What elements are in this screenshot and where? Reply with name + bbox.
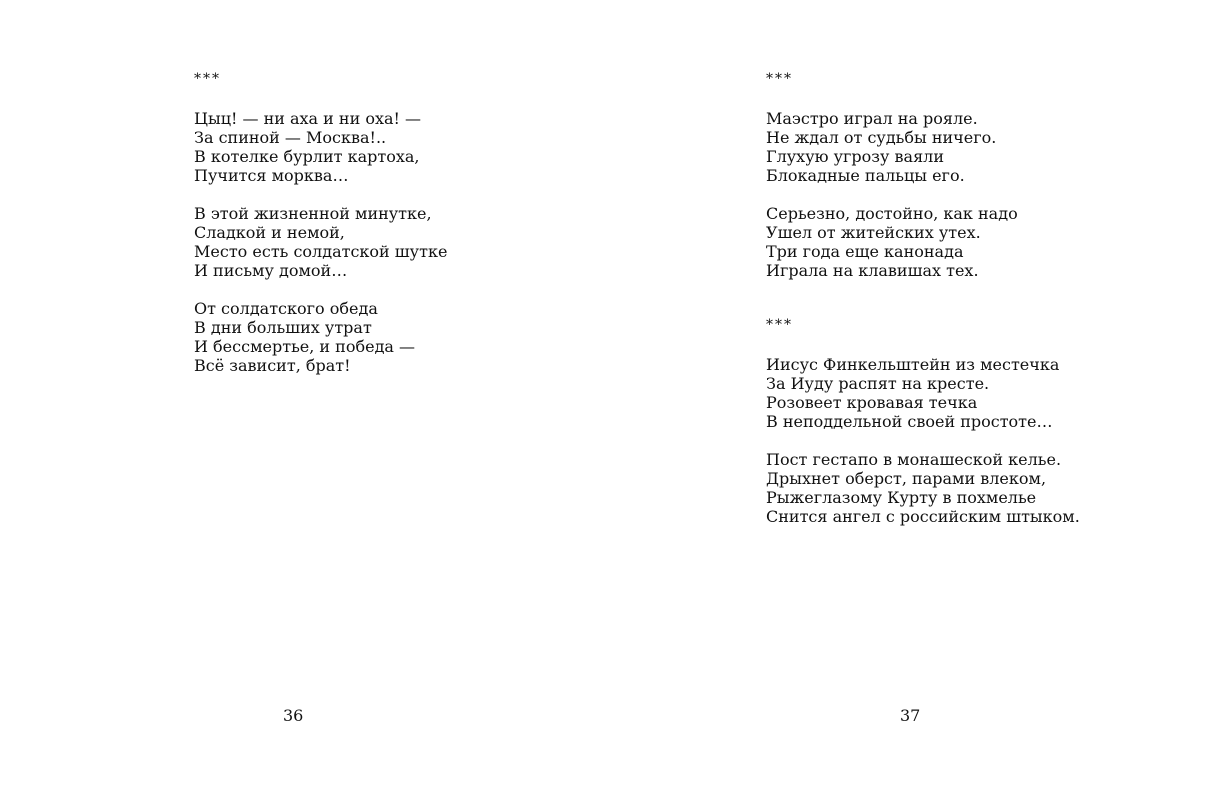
poem-line: Пост гестапо в монашеской келье. [766,450,1062,469]
poem-line: В неподдельной своей простоте… [766,412,1053,431]
poem-line: Сладкой и немой, [194,223,345,242]
poem-line: Место есть солдатской шутке [194,242,448,261]
page-number: 36 [283,706,304,725]
stanza [766,355,1080,431]
poem-line: Ушел от житейских утех. [766,223,981,242]
poem-line: В котелке бурлит картоха, [194,147,420,166]
stanza [766,204,1080,280]
poem-line: Дрыхнет оберст, парами влеком, [766,469,1047,488]
poem-line: За спиной — Москва!.. [194,128,387,147]
poem-line: Иисус Финкельштейн из местечка [766,355,1060,374]
poem-line: Играла на клавишах тех. [766,261,979,280]
stanza [194,299,447,375]
poem-title-stars: *** [194,71,221,87]
poem-left [194,70,447,375]
poem-title-stars: *** [766,317,793,333]
stanza [766,450,1080,526]
poem-line: Маэстро играл на рояле. [766,109,978,128]
stanza [194,204,447,280]
poem-line: В дни больших утрат [194,318,372,337]
poem-line: Не ждал от судьбы ничего. [766,128,997,147]
poem-line: За Иуду распят на кресте. [766,374,990,393]
poem-line: И бессмертье, и победа — [194,337,416,356]
poem-line: Пучится морква… [194,166,349,185]
poem-line: Глухую угрозу ваяли [766,147,944,166]
poem-line: Снится ангел с российским штыком. [766,507,1080,526]
poem-line: От солдатского обеда [194,299,378,318]
page-number: 37 [900,706,921,725]
poem-line: Всё зависит, брат! [194,356,351,375]
poem-line: Блокадные пальцы его. [766,166,965,185]
poem-line: И письму домой… [194,261,348,280]
poem-title-stars: *** [766,71,793,87]
poem-line: Три года еще канонада [766,242,964,261]
stanza [194,109,447,185]
stanza [766,109,1080,185]
poem-line: Рыжеглазому Курту в похмелье [766,488,1037,507]
poem-line: Цыц! — ни аха и ни оха! — [194,109,422,128]
right-page [606,0,1212,800]
poem-line: В этой жизненной минутке, [194,204,432,223]
poem-line: Розовеет кровавая течка [766,393,978,412]
poems-right [766,70,1080,526]
poem-line: Серьезно, достойно, как надо [766,204,1018,223]
